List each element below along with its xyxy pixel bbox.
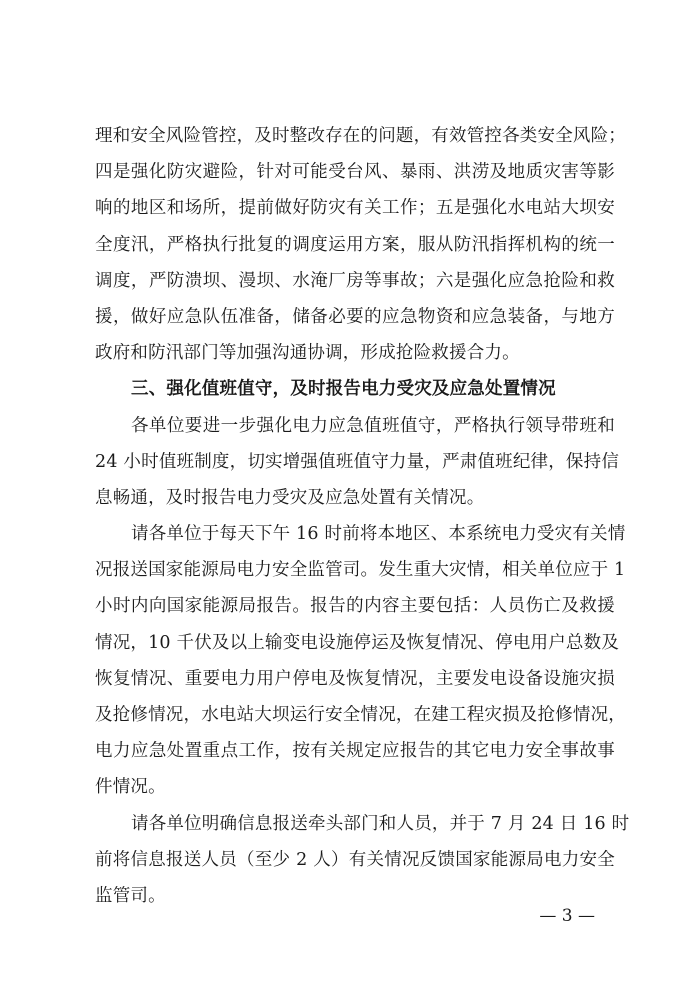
text-line: 小时内向国家能源局报告。报告的内容主要包括：人员伤亡及救援 — [95, 596, 615, 617]
text-line: 政府和防汛部门等加强沟通协调，形成抢险救援合力。 — [95, 343, 520, 364]
text-line: 四是强化防灾避险，针对可能受台风、暴雨、洪涝及地质灾害等影 — [95, 162, 615, 183]
text-line: 情况，10 千伏及以上输变电设施停运及恢复情况、停电用户总数及 — [95, 632, 620, 653]
text-line: 理和安全风险管控，及时整改存在的问题，有效管控各类安全风险； — [95, 126, 626, 146]
text-line: 息畅通，及时报告电力受灾及应急处置有关情况。 — [95, 487, 485, 508]
text-line: 24 小时值班制度，切实增强值班值守力量，严肃值班纪律，保持信 — [95, 451, 620, 472]
text-line: 电力应急处置重点工作，按有关规定应报告的其它电力安全事故事 — [95, 741, 615, 762]
text-line: 全度汛，严格执行批复的调度运用方案，服从防汛指挥机构的统一 — [95, 234, 615, 255]
text-line: 件情况。 — [95, 777, 166, 798]
page-number: — 3 — — [539, 906, 595, 926]
text-line: 恢复情况、重要电力用户停电及恢复情况，主要发电设备设施灾损 — [95, 668, 615, 689]
text-line: 请各单位于每天下午 16 时前将本地区、本系统电力受灾有关情 — [131, 524, 626, 545]
document-body — [95, 118, 630, 914]
text-line: 援，做好应急队伍准备，储备必要的应急物资和应急装备，与地方 — [95, 306, 615, 327]
section-heading: 三、强化值班值守，及时报告电力受灾及应急处置情况 — [131, 379, 556, 400]
text-line: 各单位要进一步强化电力应急值班值守，严格执行领导带班和 — [131, 415, 615, 436]
text-line: 况报送国家能源局电力安全监管司。发生重大灾情，相关单位应于 1 — [95, 560, 626, 581]
text-line: 请各单位明确信息报送牵头部门和人员，并于 7 月 24 日 16 时 — [131, 813, 630, 834]
text-line: 监管司。 — [95, 885, 166, 906]
text-line: 调度，严防溃坝、漫坝、水淹厂房等事故；六是强化应急抢险和救 — [95, 270, 615, 291]
text-line: 响的地区和场所，提前做好防灾有关工作；五是强化水电站大坝安 — [95, 198, 615, 219]
text-line: 及抢修情况，水电站大坝运行安全情况，在建工程灾损及抢修情况， — [95, 705, 626, 725]
text-line: 前将信息报送人员（至少 2 人）有关情况反馈国家能源局电力安全 — [95, 849, 615, 870]
